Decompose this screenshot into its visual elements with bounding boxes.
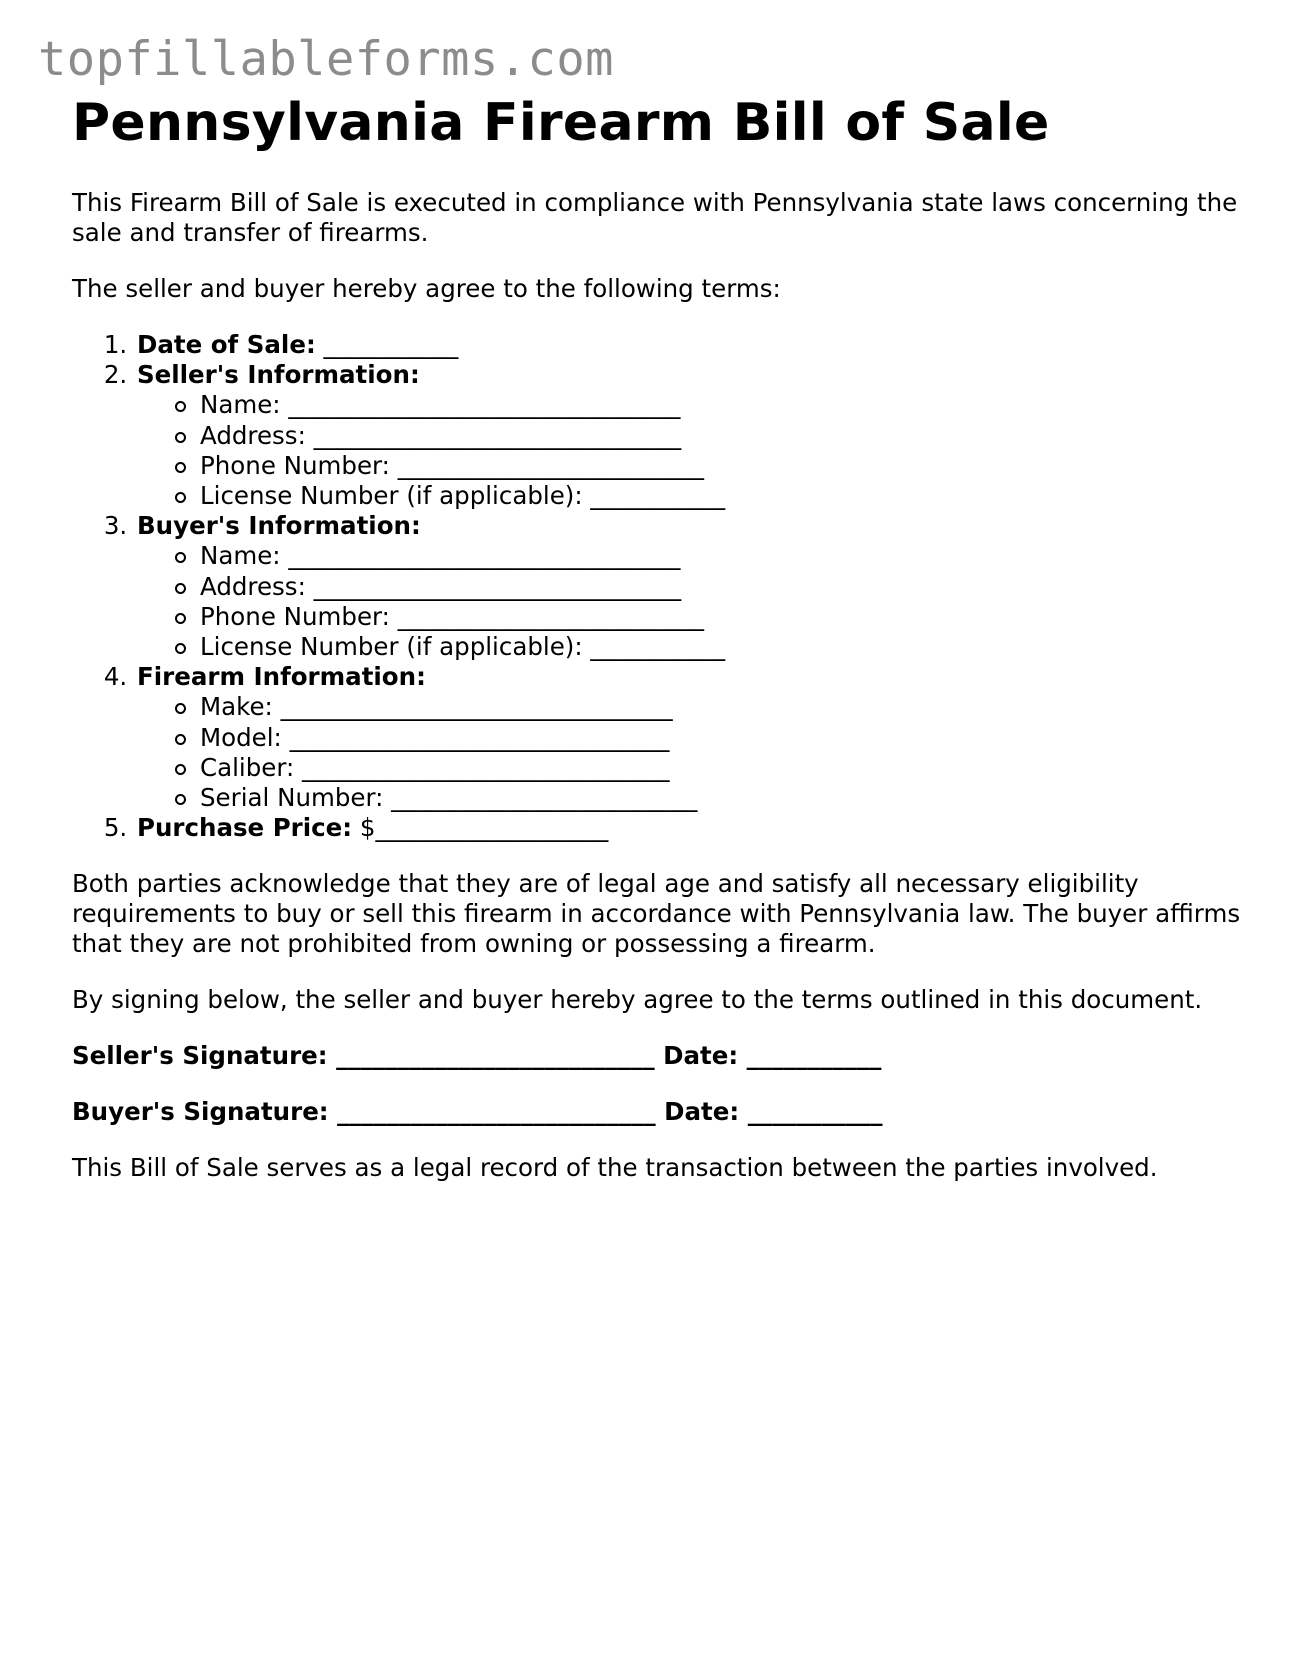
seller-fields xyxy=(137,390,1252,511)
date-of-sale-field[interactable]: ___________ xyxy=(323,330,459,359)
firearm-fields xyxy=(137,692,1252,813)
firearm-make-field[interactable]: Make: ________________________________ xyxy=(200,692,1252,722)
document-page xyxy=(72,92,1252,1183)
term-seller-information xyxy=(135,360,1252,511)
buyer-information-heading: Buyer's Information: xyxy=(137,511,421,541)
seller-information-heading: Seller's Information: xyxy=(137,360,420,390)
term-purchase-price xyxy=(135,813,1252,843)
terms-intro: The seller and buyer hereby agree to the following terms: xyxy=(72,274,781,303)
firearm-information-heading: Firearm Information: xyxy=(137,662,426,692)
buyer-fields xyxy=(137,541,1252,662)
firearm-model-field[interactable]: Model: _______________________________ xyxy=(200,723,1252,753)
closing-statement: This Bill of Sale serves as a legal record of the transaction between the parties involved. xyxy=(72,1153,1158,1183)
watermark: topfillableforms.com xyxy=(38,32,614,87)
term-buyer-information xyxy=(135,511,1252,662)
acknowledgement-paragraph: Both parties acknowledge that they are of legal age and satisfy all necessary eligibility requirements to buy or sell this firearm in accordance with Pennsylvania law. The buyer affirms that they are not prohibited from owning or possessing a firearm. xyxy=(72,869,1241,959)
signing-statement: By signing below, the seller and buyer hereby agree to the terms outlined in this document. xyxy=(72,985,1203,1015)
buyer-phone-field[interactable]: Phone Number: _________________________ xyxy=(200,602,1252,632)
purchase-price-field[interactable]: $___________________ xyxy=(359,813,609,843)
term-firearm-information xyxy=(135,662,1252,813)
terms-list xyxy=(72,330,1252,843)
buyer-address-field[interactable]: Address: ______________________________ xyxy=(200,572,1252,602)
purchase-price-label: Purchase Price: xyxy=(137,813,353,843)
term-date-of-sale xyxy=(135,330,1252,360)
buyer-name-field[interactable]: Name: ________________________________ xyxy=(200,541,1252,571)
seller-signature-line[interactable]: Seller's Signature: __________________________ Date: ___________ xyxy=(72,1041,882,1071)
seller-license-field[interactable]: License Number (if applicable): ___________ xyxy=(200,481,1252,511)
seller-phone-field[interactable]: Phone Number: _________________________ xyxy=(200,451,1252,481)
seller-address-field[interactable]: Address: ______________________________ xyxy=(200,421,1252,451)
seller-name-field[interactable]: Name: ________________________________ xyxy=(200,390,1252,420)
intro-paragraph: This Firearm Bill of Sale is executed in compliance with Pennsylvania state laws concerning the sale and transfer of firearms. xyxy=(72,188,1238,247)
page-title: Pennsylvania Firearm Bill of Sale xyxy=(72,93,1050,153)
firearm-serial-field[interactable]: Serial Number: _________________________ xyxy=(200,783,1252,813)
buyer-signature-line[interactable]: Buyer's Signature: __________________________ Date: ___________ xyxy=(72,1097,883,1127)
date-of-sale-label: Date of Sale: xyxy=(137,330,316,359)
buyer-license-field[interactable]: License Number (if applicable): ___________ xyxy=(200,632,1252,662)
firearm-caliber-field[interactable]: Caliber: ______________________________ xyxy=(200,753,1252,783)
